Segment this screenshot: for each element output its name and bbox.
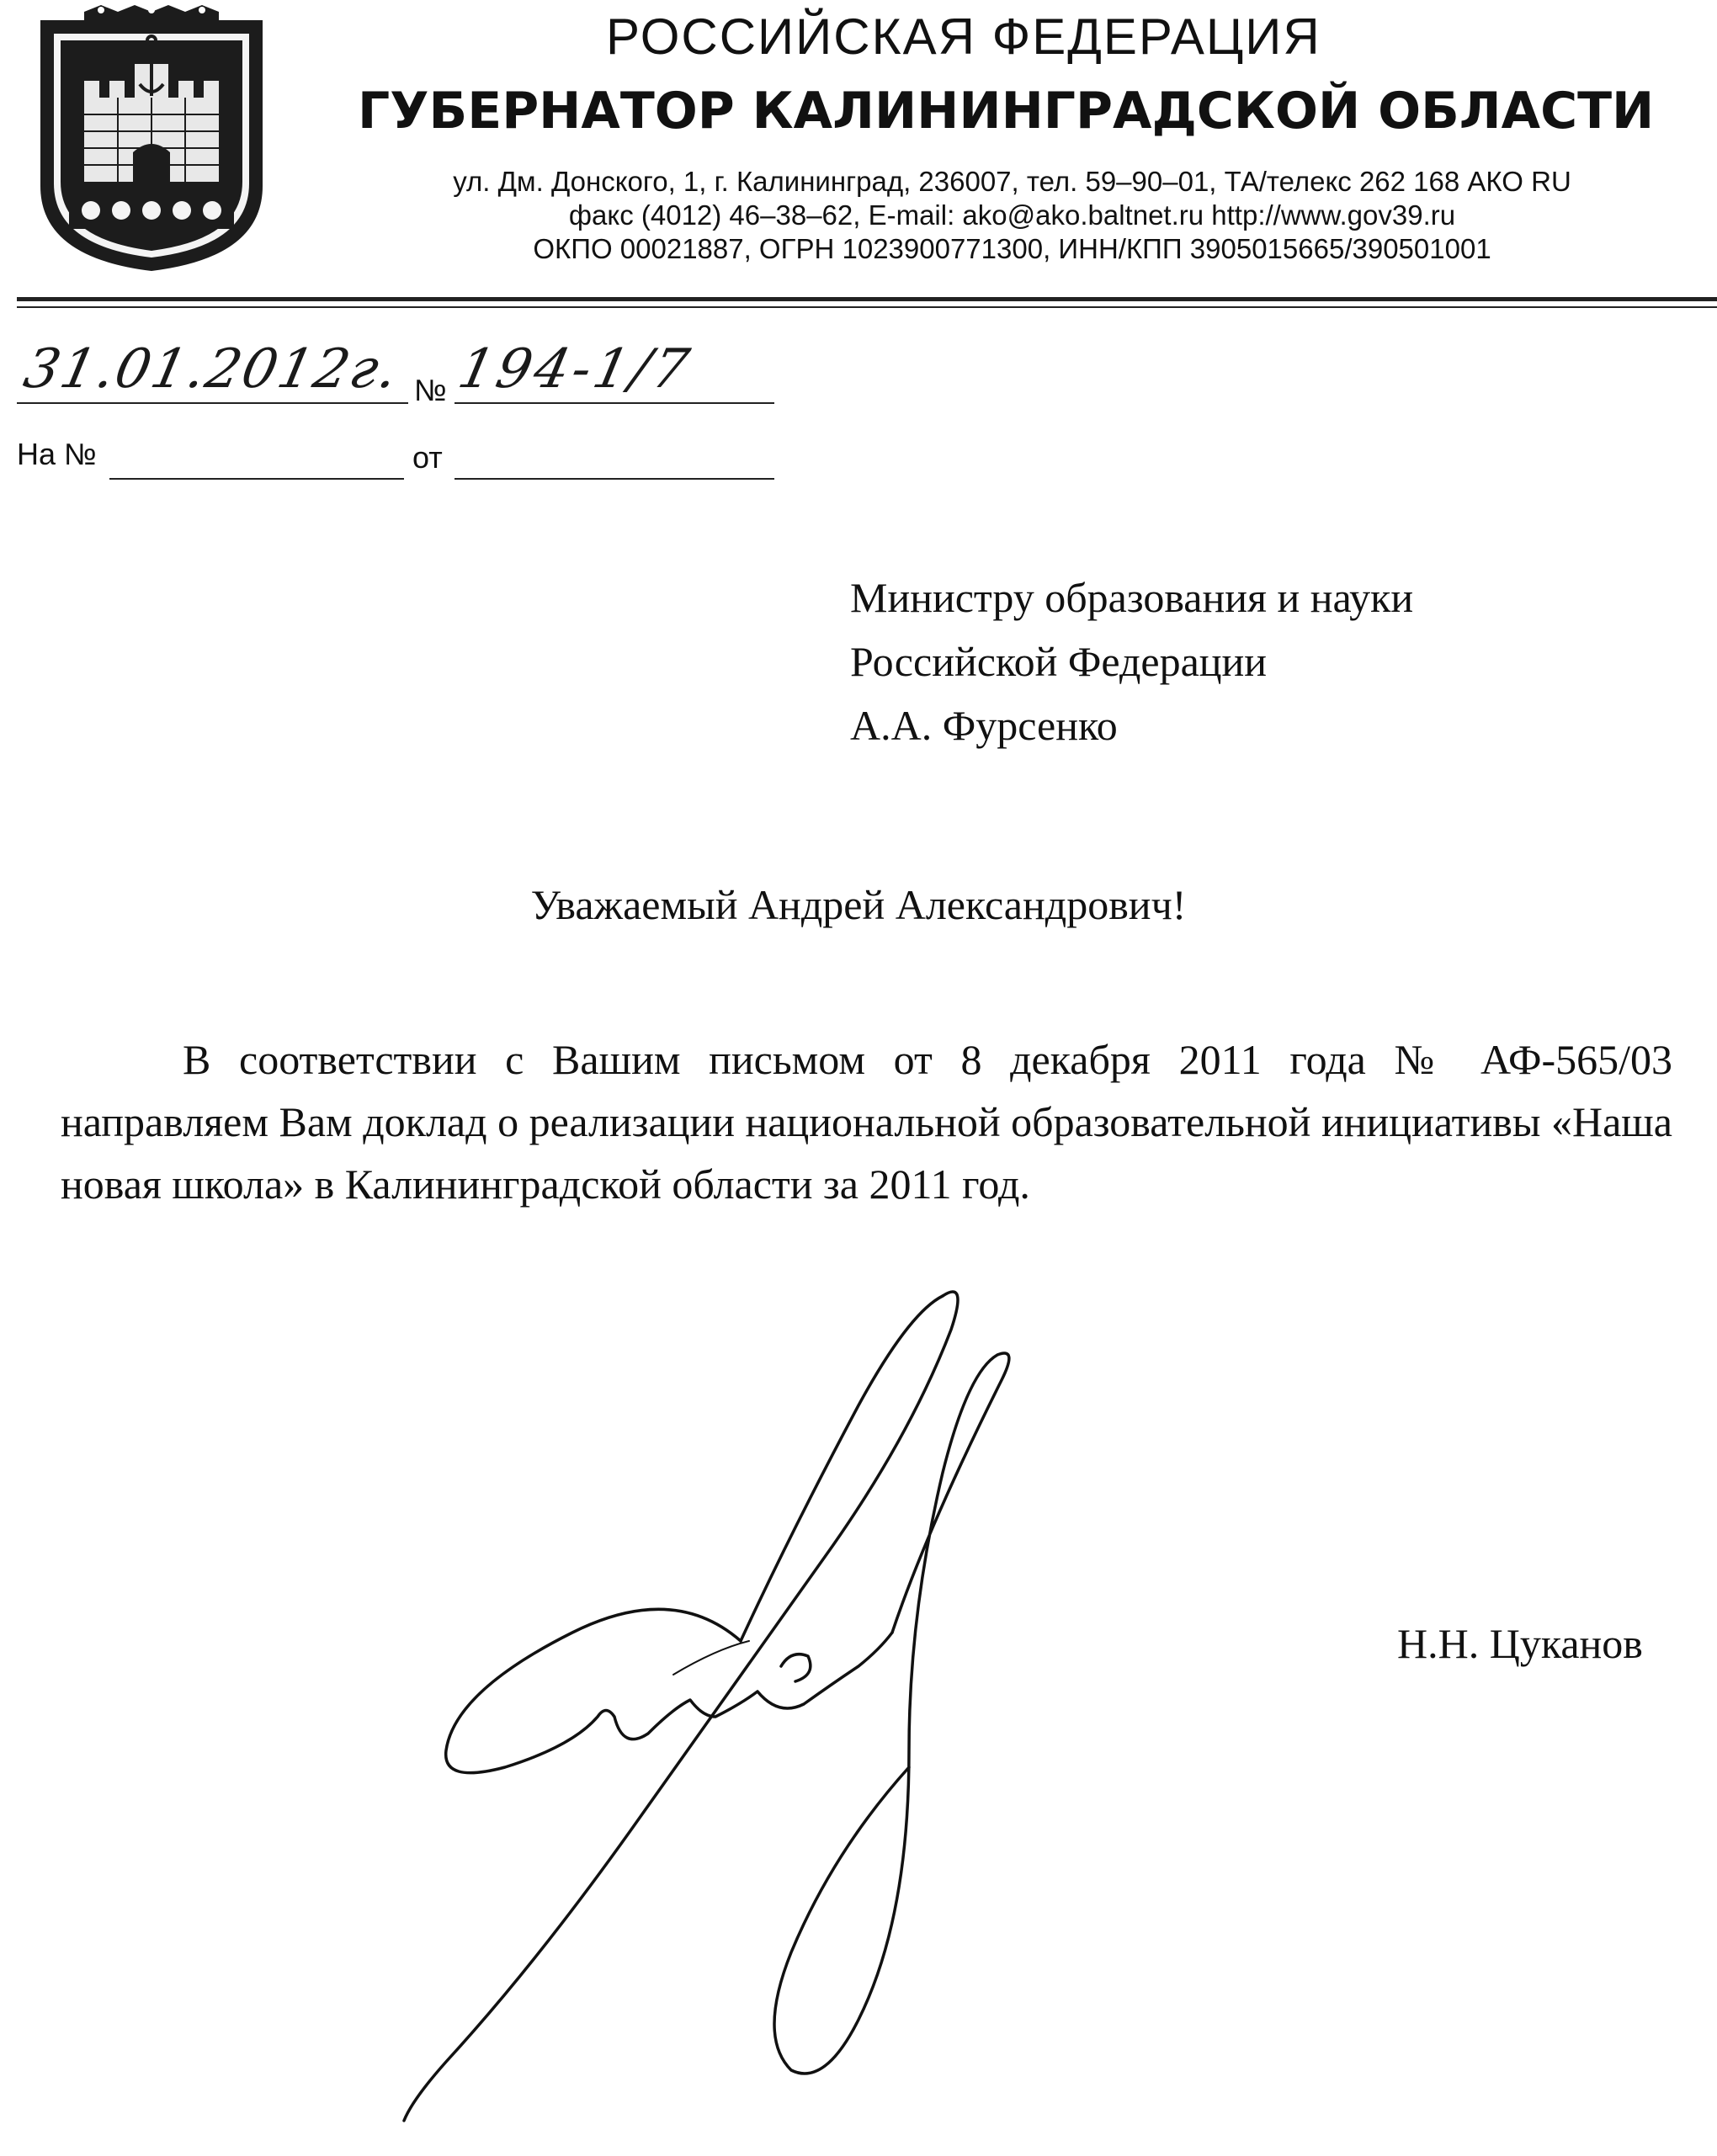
addressee-block <box>850 566 1692 757</box>
coat-of-arms-icon <box>25 5 278 274</box>
reply-to-label: На № <box>17 437 97 471</box>
reply-from-date-field <box>454 419 774 480</box>
letterhead-address-line1: ул. Дм. Донского, 1, г. Калининград, 236007, тел. 59–90–01, ТА/телекс 262 168 АКО RU <box>453 166 1571 197</box>
letter-body: В соответствии с Вашим письмом от 8 декабря 2011 года № АФ-565/03 направляем Вам доклад о реализации национальной образовательной инициативы «Наша новая школа» в Калининградской области за 2011 год. <box>61 1036 1672 1208</box>
registration-number-field <box>453 338 774 404</box>
letterhead-office: ГУБЕРНАТОР КАЛИНИНГРАДСКОЙ ОБЛАСТИ <box>358 82 1655 141</box>
addressee-line2: Российской Федерации <box>850 638 1268 685</box>
reply-to-number-field <box>109 419 404 480</box>
handwritten-signature-icon <box>320 1279 1178 2129</box>
reply-from-label: от <box>412 440 443 475</box>
registration-number-label: № <box>414 373 447 407</box>
letterhead-rule-thin <box>17 306 1717 308</box>
letterhead-address <box>311 165 1713 266</box>
letterhead-rule-thick <box>17 297 1717 301</box>
registration-date-field <box>17 338 408 404</box>
letterhead-country: РОССИЙСКАЯ ФЕДЕРАЦИЯ <box>606 8 1321 65</box>
salutation: Уважаемый Андрей Александрович! <box>530 881 1187 928</box>
signer-name: Н.Н. Цуканов <box>1397 1620 1643 1667</box>
addressee-line1: Министру образования и науки <box>850 574 1414 621</box>
registration-number-value: 194-1/7 <box>453 338 698 401</box>
letterhead-address-line3: ОКПО 00021887, ОГРН 1023900771300, ИНН/КПП 3905015665/390501001 <box>533 233 1491 264</box>
registration-date-value: 31.01.2012г. <box>19 338 405 401</box>
addressee-line3: А.А. Фурсенко <box>850 702 1118 749</box>
letterhead-address-line2: факс (4012) 46–38–62, E-mail: ako@ako.baltnet.ru http://www.gov39.ru <box>568 199 1456 231</box>
